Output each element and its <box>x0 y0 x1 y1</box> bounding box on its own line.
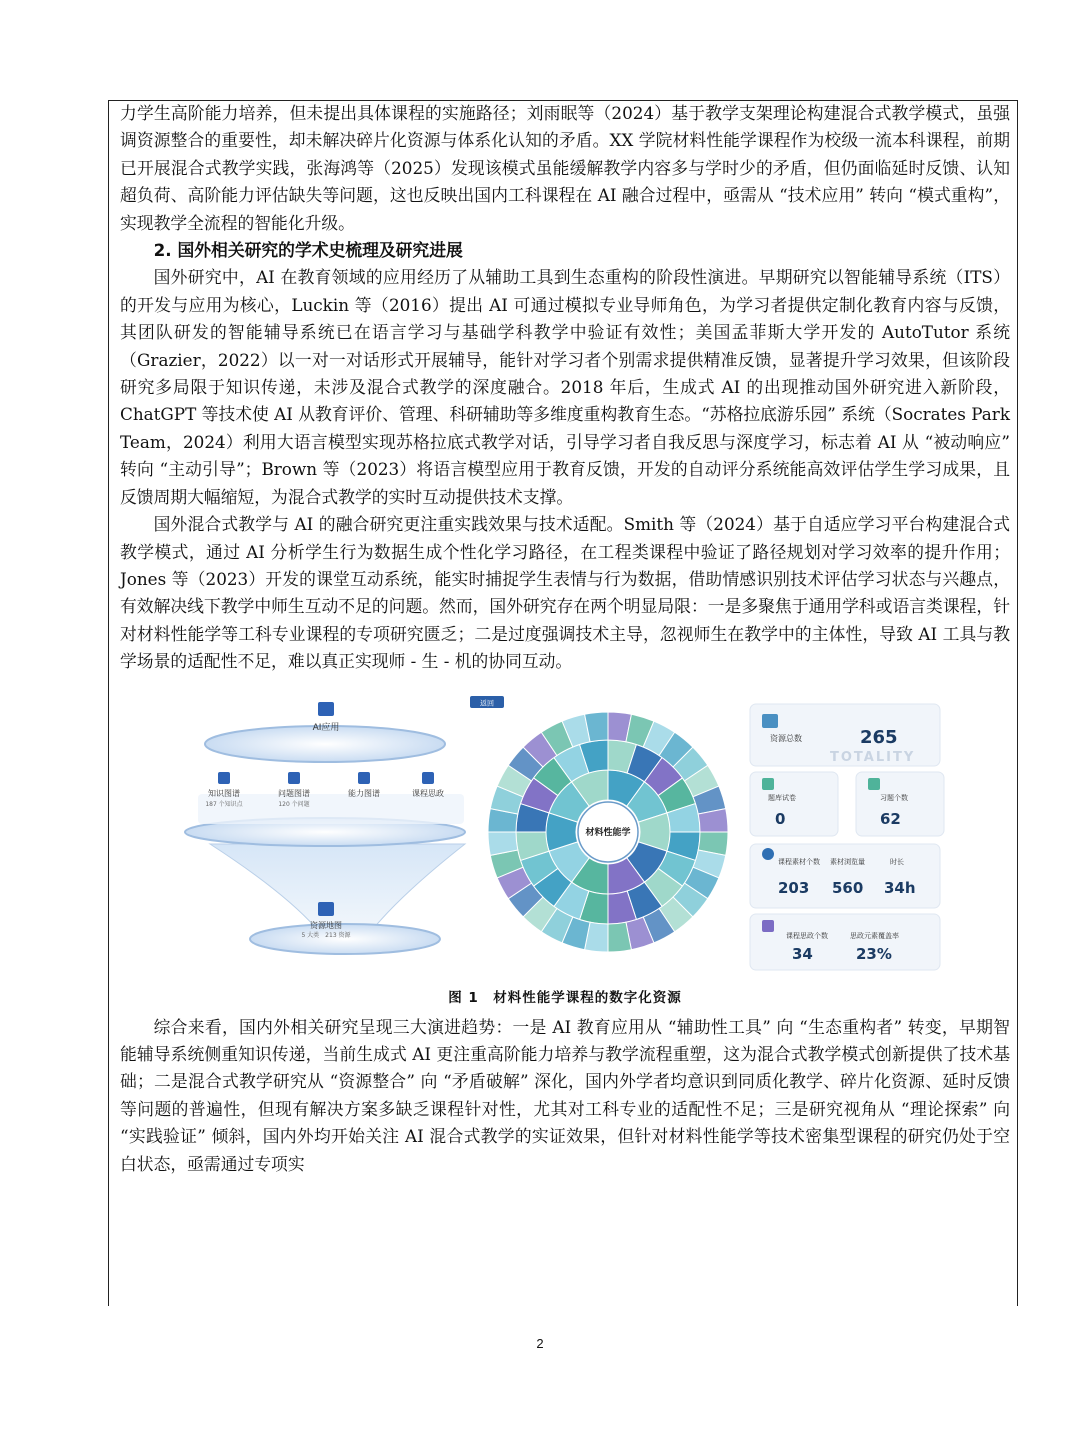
total-value: 265 <box>860 726 898 748</box>
stat-card-materials <box>750 844 940 908</box>
sunburst-center-label: 材料性能学 <box>585 827 631 838</box>
ideology-icon <box>422 772 434 784</box>
stats-panel <box>750 704 944 970</box>
quiz-label: 题库试卷 <box>768 793 796 802</box>
paragraph-1: 力学生高阶能力培养，但未提出具体课程的实施路径；刘雨眠等（2024）基于教学支架理论构建混合式教学模式，虽强调资源整合的重要性，却未解决碎片化资源与体系化认知的矛盾。XX 学院材料性能学课程作为校级一流本科课程，前期已开展混合式教学实践，张海鸿等（2025）发现该模式虽能缓解教学内容多与学时少的矛盾，但仍面临延时反馈、认知超负荷、高阶能力评估缺失等问题，这也反映出国内工科课程在 AI 融合过程中，亟需从 “技术应用” 转向 “模式重构”，实现教学全流程的智能化升级。 <box>120 103 1010 233</box>
duration-value: 34h <box>884 878 916 897</box>
figure-1-caption: 图 1 材料性能学课程的数字化资源 <box>448 989 682 1006</box>
total-watermark: TOTALITY <box>830 749 916 765</box>
total-label: 资源总数 <box>770 733 802 743</box>
coverage-value: 23% <box>856 944 892 963</box>
exercise-icon <box>868 778 880 790</box>
mid-label-4: 课程思政 <box>412 788 444 798</box>
ideology-stat-icon <box>762 920 774 932</box>
duration-label: 时长 <box>890 857 904 866</box>
document-body <box>120 100 1010 1178</box>
ideology-count-value: 34 <box>792 944 813 963</box>
resource-map-label: 资源地图 <box>310 920 342 930</box>
ability-graph-icon <box>358 772 370 784</box>
stack-icon <box>762 714 778 728</box>
exercise-value: 62 <box>880 809 901 828</box>
computer-icon <box>318 702 334 716</box>
figure-1-graphic <box>120 684 1010 984</box>
mid-sublabel-1: 187 个知识点 <box>205 800 243 808</box>
materials-label: 课程素材个数 <box>778 857 820 866</box>
question-graph-icon <box>288 772 300 784</box>
resource-platform-diagram <box>185 702 465 954</box>
paragraph-3: 国外混合式教学与 AI 的融合研究更注重实践效果与技术适配。Smith 等（2024）基于自适应学习平台构建混合式教学模式，通过 AI 分析学生行为数据生成个性化学习路径，在工程类课程中验证了路径规划对学习效率的提升作用；Jones 等（2023）开发的课堂互动系统，能实时捕捉学生表情与行为数据，借助情感识别技术评估学习状态与兴趣点，有效解决线下教学中师生互动不足的问题。然而，国外研究存在两个明显局限：一是多聚焦于通用学科或语言类课程，针对材料性能学等工科专业课程的专项研究匮乏；二是过度强调技术主导，忽视师生在教学中的主体性，导致 AI 工具与教学场景的适配性不足，难以真正实现师 - 生 - 机的协同互动。 <box>120 514 1010 672</box>
mid-label-1: 知识图谱 <box>208 788 240 798</box>
mid-sublabel-2: 120 个问题 <box>278 800 310 808</box>
back-badge-label: 返回 <box>480 699 494 708</box>
materials-icon <box>762 848 774 860</box>
paragraph-4: 综合来看，国内外相关研究呈现三大演进趋势：一是 AI 教育应用从 “辅助性工具” 向 “生态重构者” 转变，早期智能辅导系统侧重知识传递，当前生成式 AI 更注重高阶能力培养与教学流程重塑，这为混合式教学模式创新提供了技术基础；二是混合式教学研究从 “资源整合” 向 “矛盾破解” 深化，国内外学者均意识到同质化教学、碎片化资源、延时反馈等问题的普遍性，但现有解决方案多缺乏课程针对性，尤其对工科专业的适配性不足；三是研究视角从 “理论探索” 向 “实践验证” 倾斜，国内外均开始关注 AI 混合式教学的实证效果，但针对材料性能学等技术密集型课程的研究仍处于空白状态，亟需通过专项实 <box>120 1016 1010 1174</box>
views-label: 素材浏览量 <box>830 857 865 866</box>
resource-map-sublabel: 5 大类 213 资源 <box>301 931 351 939</box>
section-heading-2: 2. 国外相关研究的学术史梳理及研究进展 <box>153 240 463 261</box>
resource-map-icon <box>318 902 334 916</box>
ideology-count-label: 课程思政个数 <box>786 931 828 940</box>
knowledge-graph-icon <box>218 772 230 784</box>
ai-app-label: AI应用 <box>312 722 340 733</box>
mid-label-2: 问题图谱 <box>278 788 310 798</box>
materials-value: 203 <box>778 878 810 897</box>
page-number: 2 <box>536 1336 544 1351</box>
exercise-label: 习题个数 <box>880 793 908 802</box>
figure-1 <box>120 684 1010 984</box>
views-value: 560 <box>832 878 864 897</box>
stat-card-ideology <box>750 914 940 970</box>
quiz-value: 0 <box>775 809 786 828</box>
paragraph-2: 国外研究中，AI 在教育领域的应用经历了从辅助工具到生态重构的阶段性演进。早期研究以智能辅导系统（ITS）的开发与应用为核心，Luckin 等（2016）提出 AI 可通过模拟专业导师角色，为学习者提供定制化教育内容与反馈，其团队研发的智能辅导系统已在语言学习与基础学科教学中验证有效性；美国孟菲斯大学开发的 AutoTutor 系统（Grazier，2022）以一对一对话形式开展辅导，能针对学习者个别需求提供精准反馈，显著提升学习效果，但该阶段研究多局限于知识传递，未涉及混合式教学的深度融合。2018 年后，生成式 AI 的出现推动国外研究进入新阶段，ChatGPT 等技术使 AI 从教育评价、管理、科研辅助等多维度重构教育生态。“苏格拉底游乐园” 系统（Socrates Park Team，2024）利用大语言模型实现苏格拉底式教学对话，引导学习者自我反思与深度学习，标志着 AI 从 “被动响应” 转向 “主动引导”；Brown 等（2023）将语言模型应用于教育反馈，开发的自动评分系统能高效评估学生学习成果，且反馈周期大幅缩短，为混合式教学的实时互动提供技术支撑。 <box>120 267 1010 507</box>
coverage-label: 思政元素覆盖率 <box>850 931 899 940</box>
quiz-icon <box>762 778 774 790</box>
mid-label-3: 能力图谱 <box>348 788 380 798</box>
